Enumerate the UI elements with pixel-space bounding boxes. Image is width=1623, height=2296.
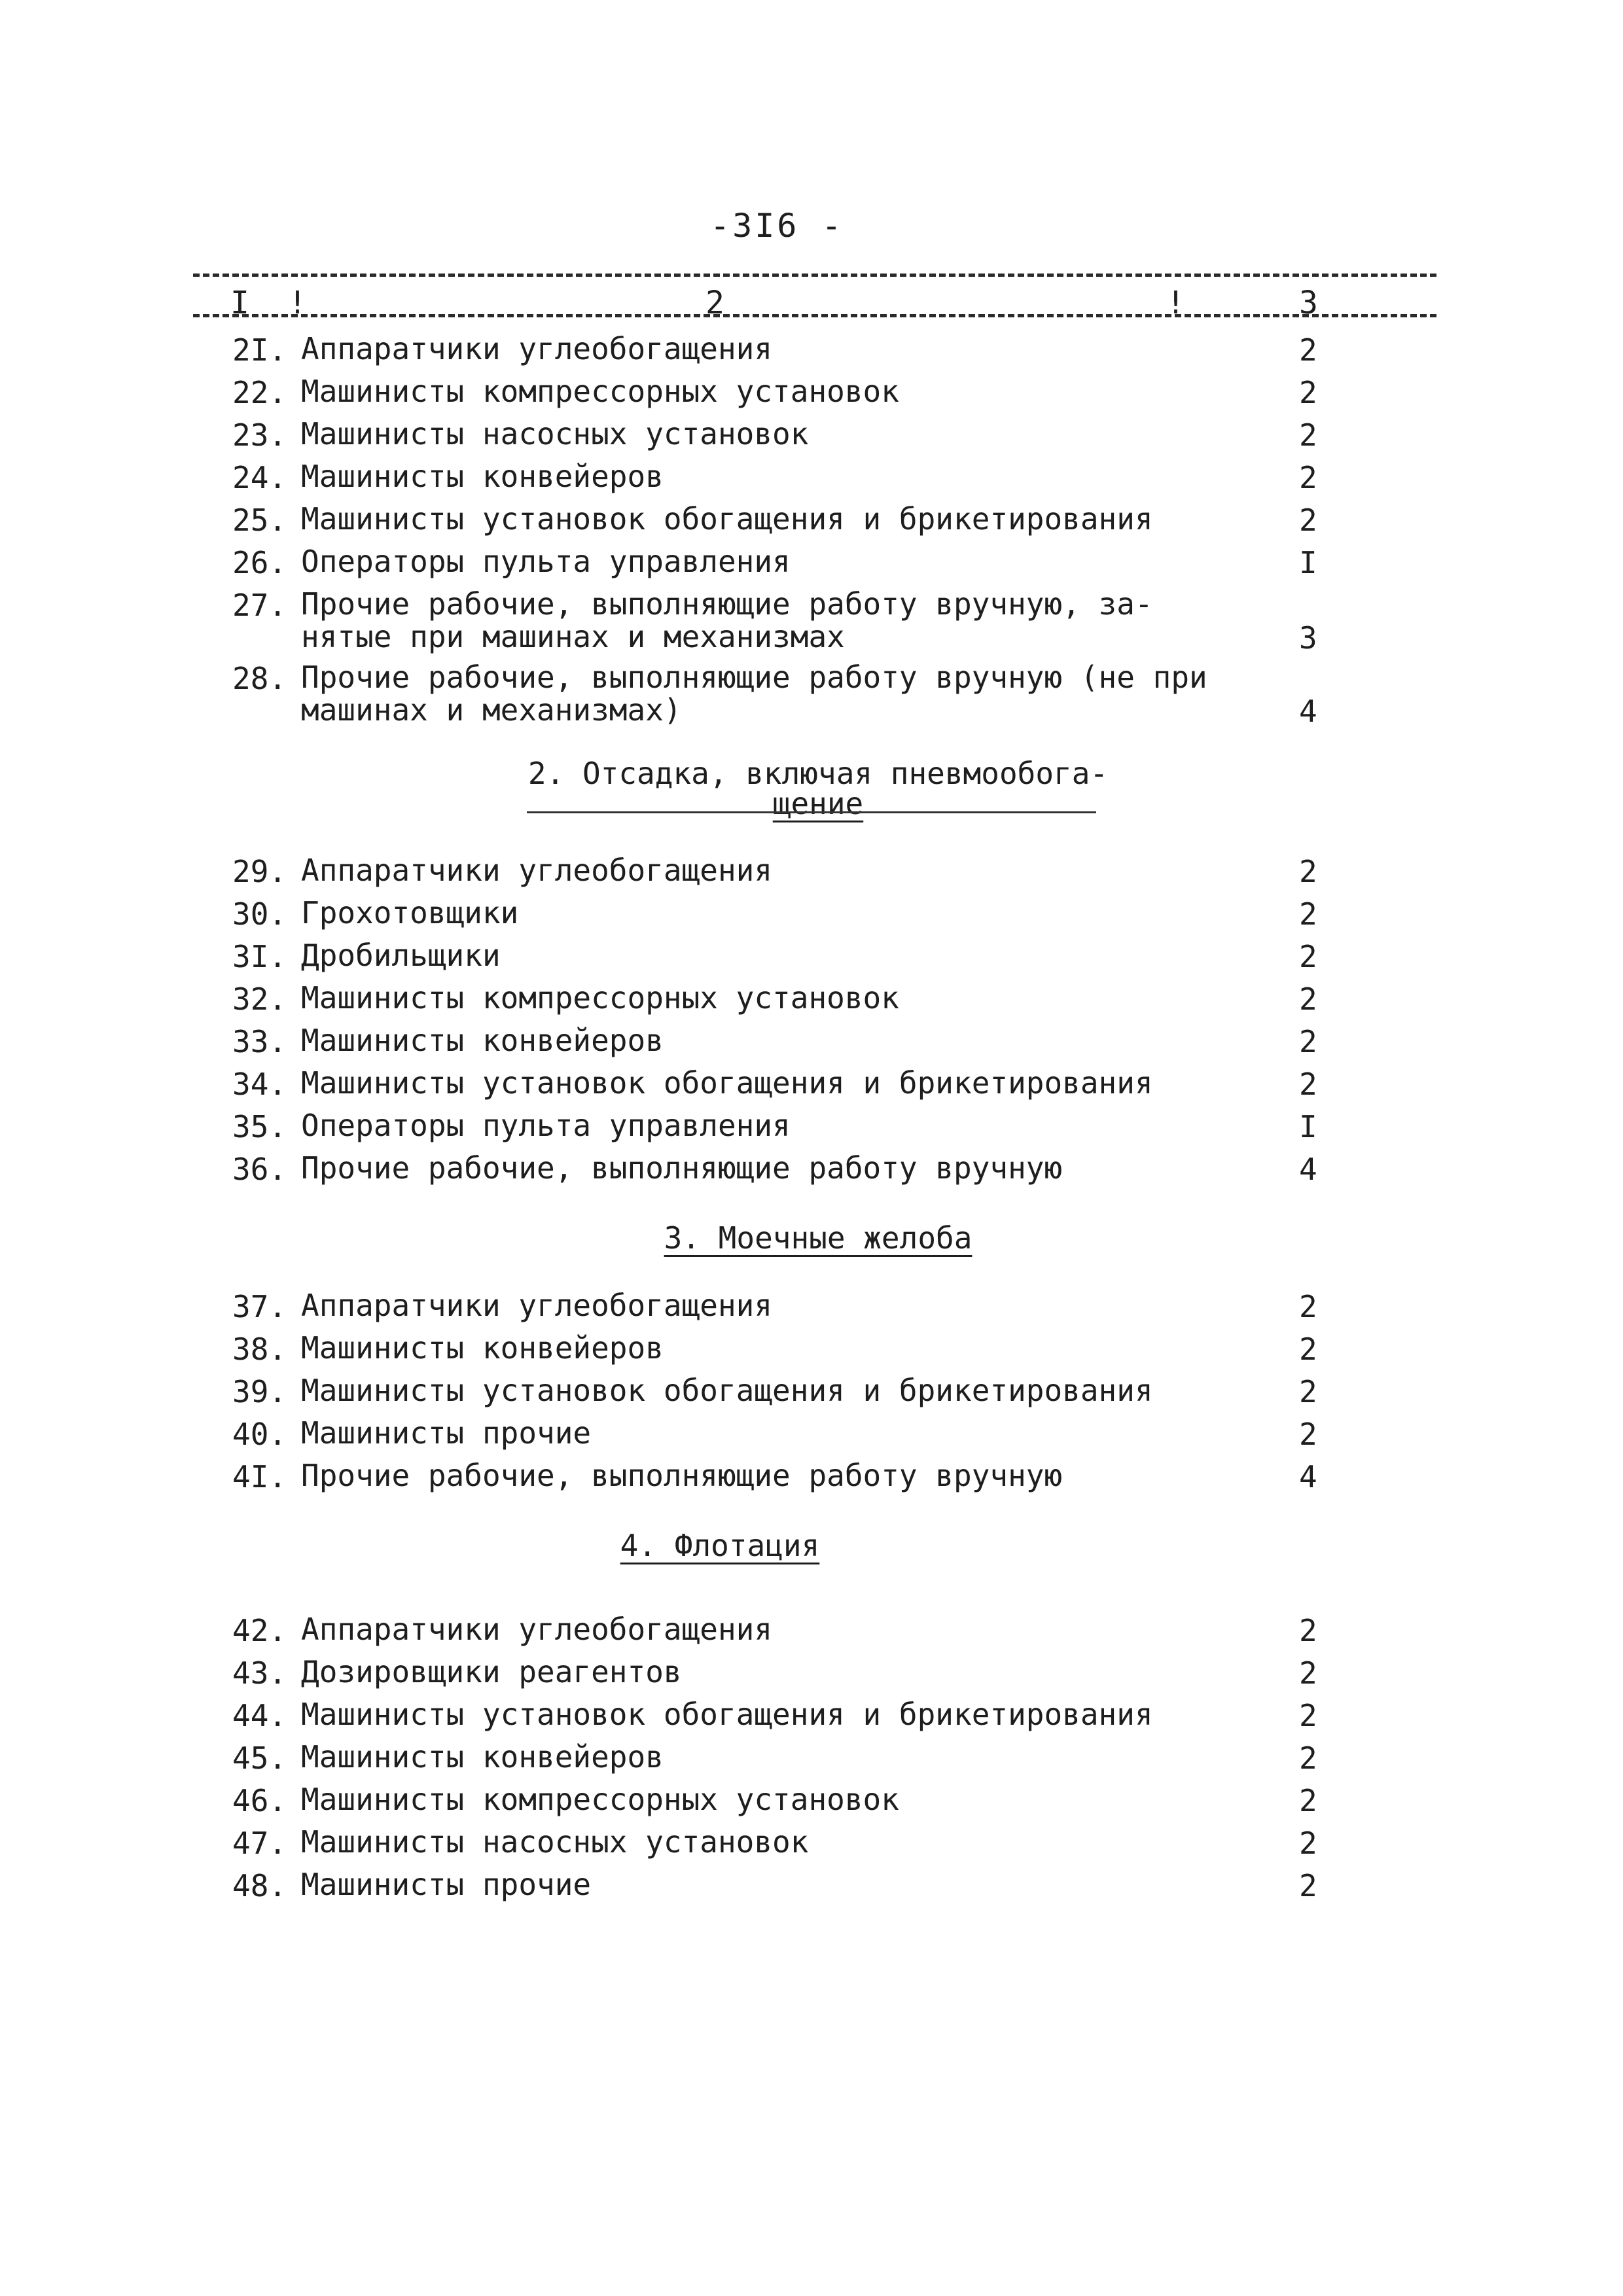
row-occupation-line1: Машинисты установок обогащения и брикетирования [301, 1065, 1153, 1101]
row-occupation [301, 417, 808, 450]
row-occupation [301, 854, 772, 887]
row-number: 46. [232, 1783, 287, 1818]
row-occupation-line1: Машинисты установок обогащения и брикетирования [301, 501, 1153, 537]
row-occupation-line1: Машинисты конвейеров [301, 1330, 664, 1366]
column-header-3: 3 [1299, 285, 1318, 321]
row-number: 2I. [232, 332, 287, 368]
row-occupation [301, 1459, 1062, 1492]
row-number: 38. [232, 1332, 287, 1367]
row-value: 2 [1299, 1332, 1317, 1367]
row-value: 2 [1299, 1655, 1317, 1691]
row-occupation [301, 1826, 808, 1858]
section-heading-3-text: 3. Моечные желоба [664, 1220, 972, 1256]
row-value: 2 [1299, 1783, 1317, 1818]
row-occupation [301, 896, 518, 929]
row-occupation [301, 588, 1153, 653]
row-number: 26. [232, 545, 287, 580]
row-occupation-line1: Грохотовщики [301, 895, 519, 930]
row-number: 40. [232, 1417, 287, 1452]
row-value: 2 [1299, 503, 1317, 538]
row-occupation [301, 1417, 591, 1449]
row-occupation-line1: Машинисты компрессорных установок [301, 1782, 899, 1817]
row-number: 45. [232, 1740, 287, 1776]
column-separator-2: ! [1166, 285, 1185, 321]
row-occupation-line1: Аппаратчики углеобогащения [301, 331, 773, 366]
page-number: -3I6 - [710, 207, 844, 245]
section-heading-4 [425, 1528, 1014, 1563]
row-value: 2 [1299, 981, 1317, 1017]
row-number: 23. [232, 417, 287, 453]
row-occupation-line1: Машинисты прочие [301, 1415, 592, 1451]
row-value: 2 [1299, 896, 1317, 932]
row-value: 2 [1299, 1374, 1317, 1409]
row-number: 37. [232, 1289, 287, 1324]
column-header-1: I [230, 285, 249, 321]
row-occupation [301, 1067, 1153, 1099]
row-occupation [301, 1783, 899, 1816]
row-occupation-line1: Машинисты установок обогащения и брикетирования [301, 1373, 1153, 1408]
row-occupation-line1: Машинисты конвейеров [301, 1023, 664, 1058]
row-number: 36. [232, 1152, 287, 1187]
row-value: 4 [1299, 1459, 1317, 1494]
row-occupation-line1: Машинисты конвейеров [301, 459, 664, 494]
row-value: I [1299, 545, 1317, 580]
column-header-2: 2 [705, 285, 724, 321]
row-occupation-line1: Машинисты конвейеров [301, 1739, 664, 1775]
row-occupation-line1: Машинисты компрессорных установок [301, 980, 899, 1016]
row-occupation [301, 1374, 1153, 1407]
row-occupation-line1: Дозировщики реагентов [301, 1654, 682, 1689]
row-occupation [301, 981, 899, 1014]
row-occupation-line1: Прочие рабочие, выполняющие работу вручную [301, 1150, 1063, 1186]
row-value: 2 [1299, 1740, 1317, 1776]
column-separator-1: ! [288, 285, 307, 321]
row-value: 4 [1299, 1152, 1317, 1187]
row-occupation [301, 1613, 772, 1646]
row-value: 2 [1299, 1613, 1317, 1648]
row-occupation-line1: Прочие рабочие, выполняющие работу вручную [301, 1458, 1063, 1493]
row-number: 25. [232, 503, 287, 538]
row-occupation [301, 545, 791, 578]
row-value: 2 [1299, 332, 1317, 368]
row-occupation [301, 332, 772, 365]
row-value: 2 [1299, 1417, 1317, 1452]
row-occupation-line1: Дробильщики [301, 938, 501, 973]
row-value: 2 [1299, 1826, 1317, 1861]
row-occupation-line1: Аппаратчики углеобогащения [301, 1612, 773, 1647]
row-occupation [301, 1024, 664, 1057]
row-number: 44. [232, 1698, 287, 1733]
row-value: 2 [1299, 417, 1317, 453]
row-occupation [301, 939, 501, 972]
row-number: 39. [232, 1374, 287, 1409]
row-occupation [301, 1332, 664, 1364]
section-heading-3 [524, 1220, 1113, 1256]
section-heading-4-text: 4. Флотация [620, 1528, 820, 1563]
row-number: 34. [232, 1067, 287, 1102]
row-value: 2 [1299, 1024, 1317, 1059]
row-occupation-line2: нятые при машинах и механизмах [301, 619, 845, 654]
row-occupation [301, 1698, 1153, 1731]
row-number: 22. [232, 375, 287, 410]
row-occupation [301, 1868, 591, 1901]
row-number: 42. [232, 1613, 287, 1648]
row-occupation-line1: Машинисты установок обогащения и брикетирования [301, 1697, 1153, 1732]
row-number: 24. [232, 460, 287, 495]
row-value: 2 [1299, 460, 1317, 495]
section-heading-2-underline [527, 811, 1096, 813]
row-occupation [301, 1740, 664, 1773]
row-occupation-line1: Операторы пульта управления [301, 1108, 791, 1143]
row-occupation-line1: Машинисты насосных установок [301, 1824, 809, 1860]
row-occupation [301, 1289, 772, 1322]
row-number: 4I. [232, 1459, 287, 1494]
row-value: 2 [1299, 1698, 1317, 1733]
row-occupation [301, 1152, 1062, 1184]
row-occupation [301, 503, 1153, 535]
row-occupation [301, 375, 899, 408]
row-value: 2 [1299, 1289, 1317, 1324]
row-value: 2 [1299, 939, 1317, 974]
row-occupation-line1: Операторы пульта управления [301, 544, 791, 579]
row-occupation-line1: Прочие рабочие, выполняющие работу вручную, за- [301, 586, 1153, 622]
section-heading-2-line1: 2. Отсадка, включая пневмообога- [527, 756, 1109, 791]
row-number: 47. [232, 1826, 287, 1861]
row-value: 2 [1299, 1868, 1317, 1903]
row-number: 27. [232, 588, 287, 623]
table-header-rule [193, 314, 1436, 317]
row-occupation [301, 1109, 791, 1142]
row-number: 48. [232, 1868, 287, 1903]
row-number: 30. [232, 896, 287, 932]
row-number: 43. [232, 1655, 287, 1691]
row-occupation-line1: Машинисты прочие [301, 1867, 592, 1902]
row-number: 33. [232, 1024, 287, 1059]
row-occupation [301, 661, 1207, 726]
row-occupation-line2: машинах и механизмах) [301, 692, 682, 728]
row-value: 2 [1299, 1067, 1317, 1102]
row-number: 3I. [232, 939, 287, 974]
row-value: I [1299, 1109, 1317, 1144]
row-number: 35. [232, 1109, 287, 1144]
row-occupation [301, 460, 664, 493]
table-top-rule [193, 274, 1436, 277]
row-occupation-line1: Аппаратчики углеобогащения [301, 853, 773, 888]
row-occupation-line1: Машинисты насосных установок [301, 416, 809, 451]
row-number: 28. [232, 661, 287, 696]
row-number: 29. [232, 854, 287, 889]
row-value: 4 [1299, 694, 1317, 729]
section-heading-2-line2: щение [772, 786, 864, 821]
row-number: 32. [232, 981, 287, 1017]
row-occupation-line1: Прочие рабочие, выполняющие работу вручную (не при [301, 660, 1207, 695]
row-value: 3 [1299, 620, 1317, 656]
row-occupation-line1: Машинисты компрессорных установок [301, 374, 899, 409]
row-occupation [301, 1655, 682, 1688]
row-value: 2 [1299, 854, 1317, 889]
row-occupation-line1: Аппаратчики углеобогащения [301, 1288, 773, 1323]
row-value: 2 [1299, 375, 1317, 410]
